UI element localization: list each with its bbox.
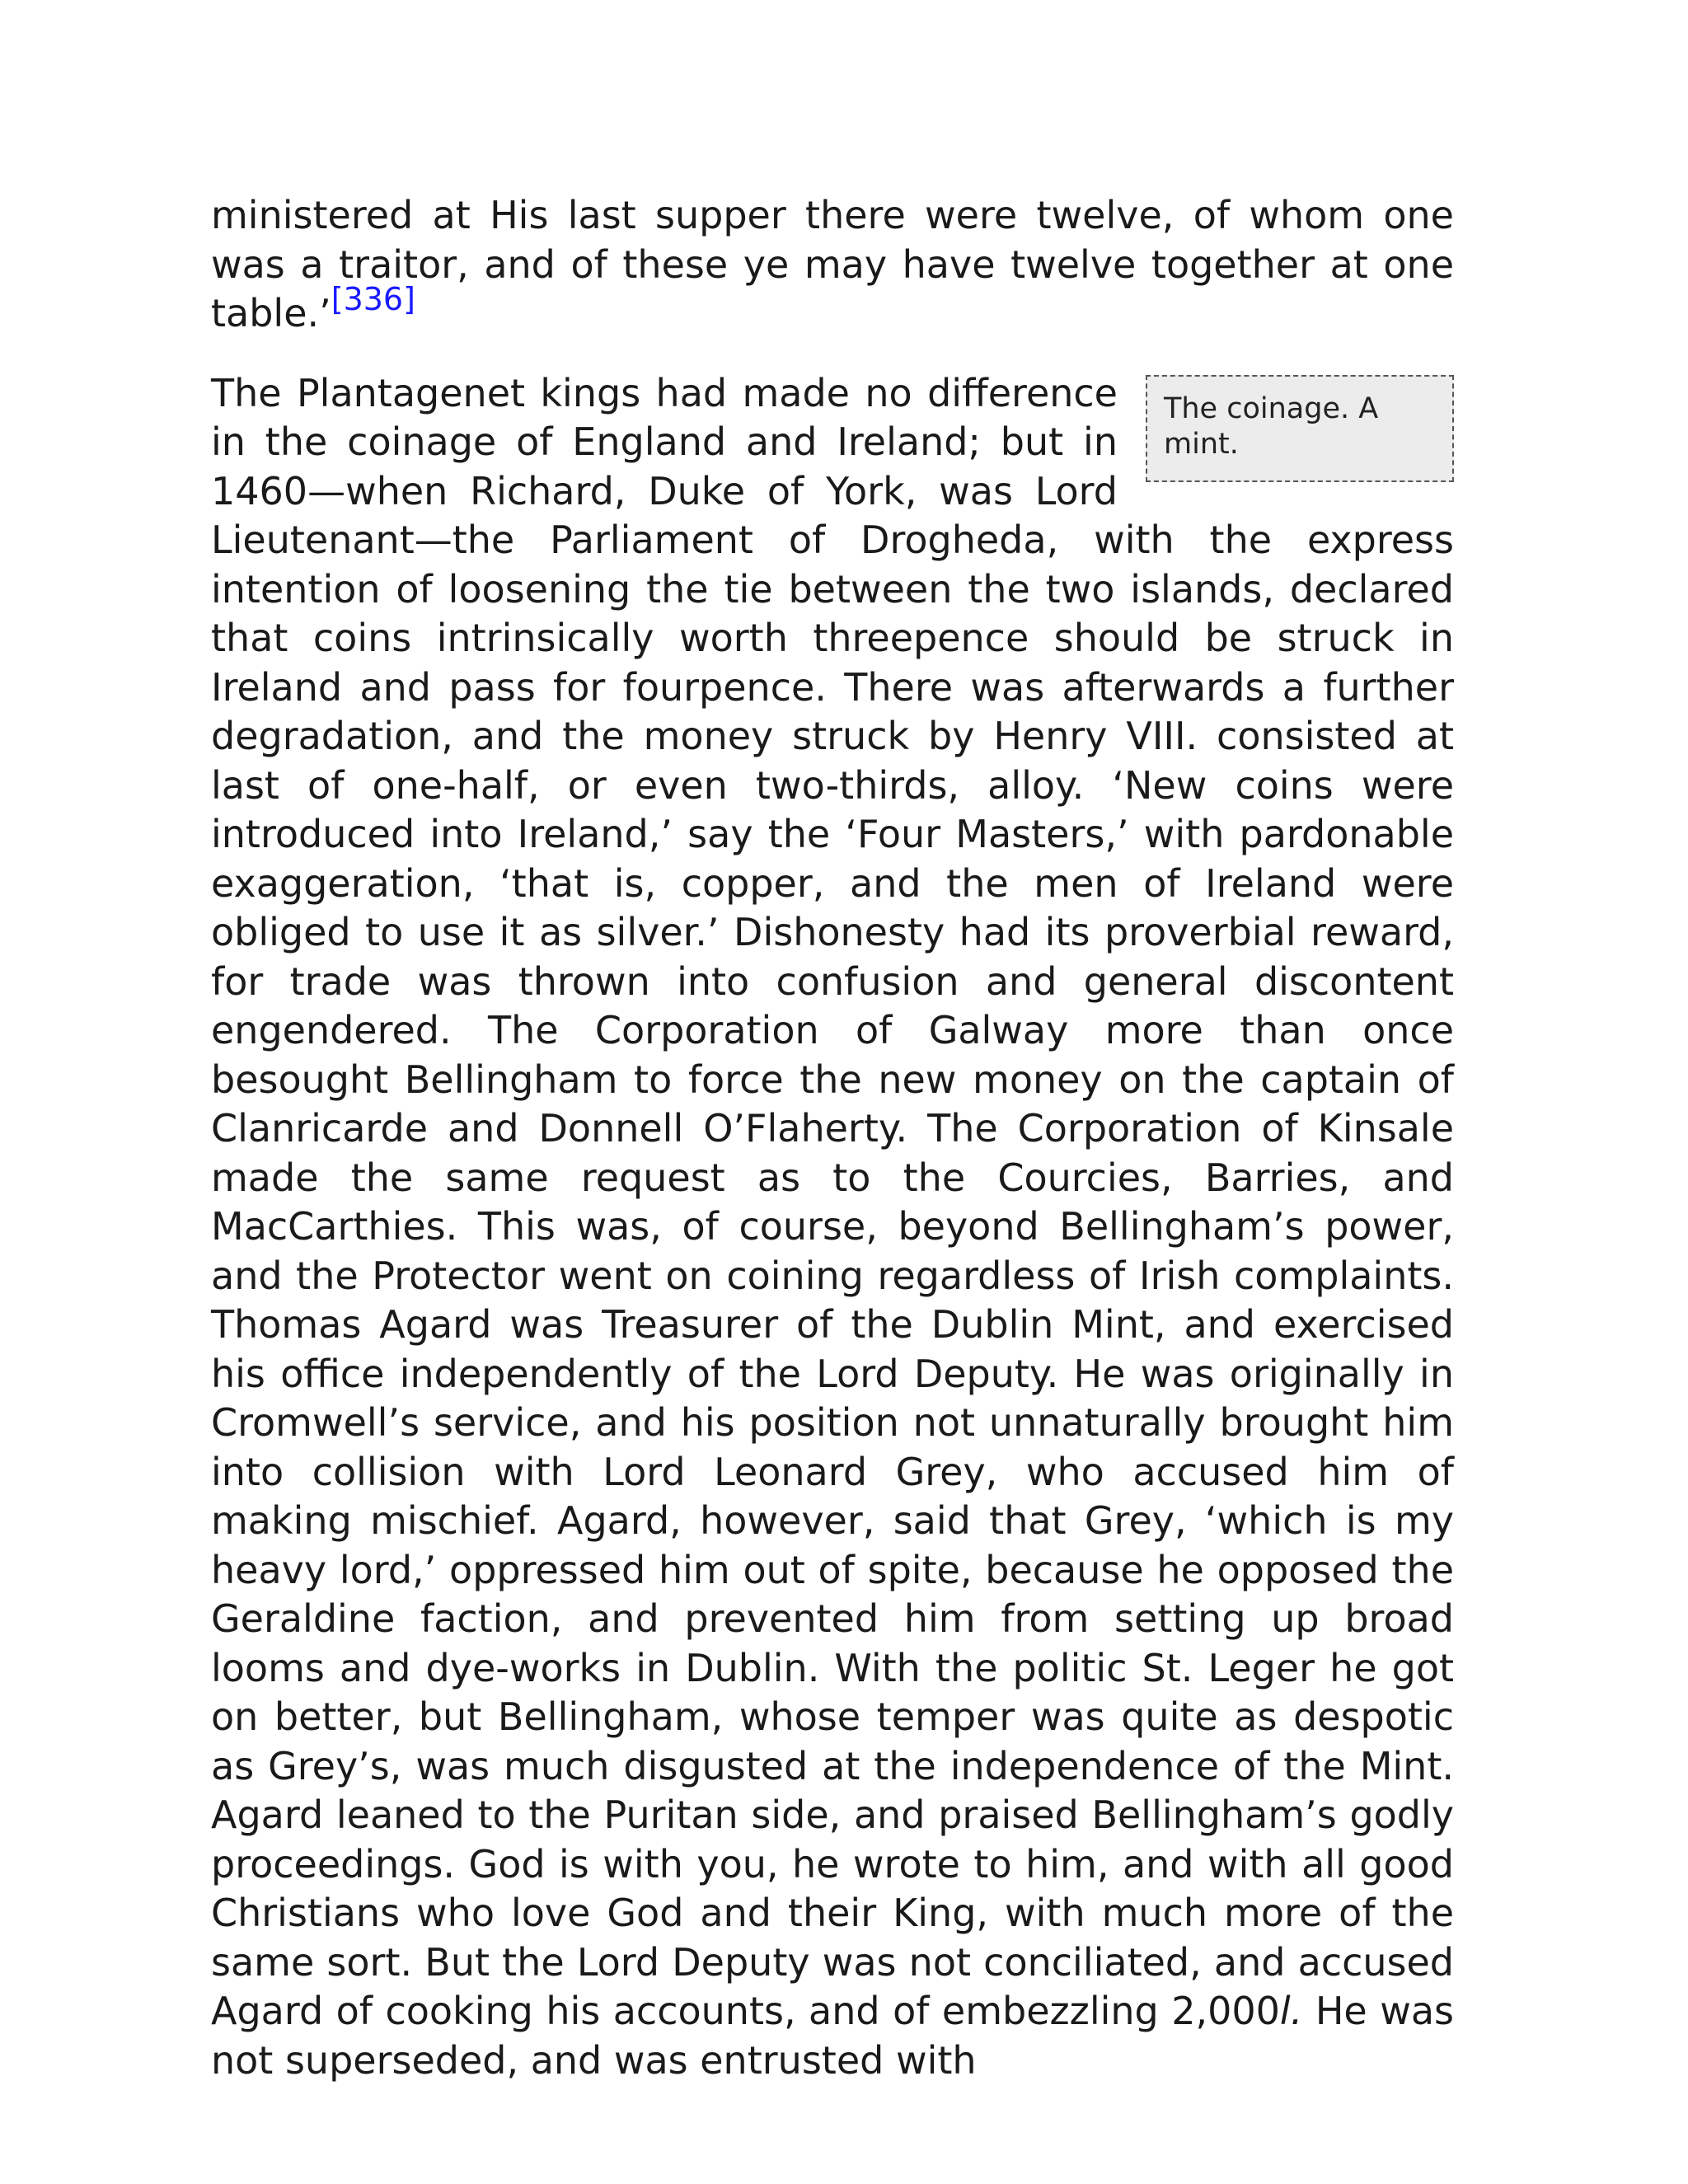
footnote-link[interactable]: [336]	[331, 281, 415, 317]
paragraph-continued	[211, 191, 1454, 339]
paragraph-text: ministered at His last supper there were twelve, of whom one was a traitor, and of these ye may have twelve together at one table.’	[211, 193, 1454, 335]
paragraph-text: The Plantagenet kings had made no difference in the coinage of England and Ireland; but in 1460—when Richard, Duke of York, was Lord Lieutenant—the Parliament of Drogheda, with the express intention of loosening the tie between the two islands, declared that coins intrinsically worth threepence should be struck in Ireland and pass for fourpence. There was afterwards a further degradation, and the money struck by Henry VIII. consisted at last of one-half, or even two-thirds, alloy. ‘New coins were introduced into Ireland,’ say the ‘Four Masters,’ with pardonable exaggeration, ‘that is, copper, and the men of Ireland were obliged to use it as silver.’ Dishonesty had its proverbial reward, for trade was thrown into confusion and general discontent engendered. The Corporation of Galway more than once besought Bellingham to force the new money on the captain of Clanricarde and Donnell O’Flaherty. The Corporation of Kinsale made the same request as to the Courcies, Barries, and MacCarthies. This was, of course, beyond Bellingham’s power, and the Protector went on coining regardless of Irish complaints. Thomas Agard was Treasurer of the Dublin Mint, and exercised his office independently of the Lord Deputy. He was originally in Cromwell’s service, and his position not unnaturally brought him into collision with Lord Leonard Grey, who accused him of making mischief. Agard, however, said that Grey, ‘which is my heavy lord,’ oppressed him out of spite, because he opposed the Geraldine faction, and prevented him from setting up broad looms and dye-works in Dublin. With the politic St. Leger he got on better, but Bellingham, whose temper was quite as despotic as Grey’s, was much disgusted at the independence of the Mint. Agard leaned to the Puritan side, and praised Bellingham’s godly proceedings. God is with you, he wrote to him, and with all good Christians who love God and their King, with much more of the same sort. But the Lord Deputy was not conciliated, and accused Agard of cooking his accounts, and of embezzling 2,000	[211, 370, 1454, 2033]
paragraph-text-end: He was not superseded, and was entrusted with	[211, 1989, 1454, 2083]
paragraph-coinage	[211, 369, 1454, 2086]
sidenote-coinage: The coinage. A mint.	[1146, 375, 1454, 482]
page-body	[211, 191, 1454, 2085]
pound-abbrev: l.	[1279, 1989, 1303, 2033]
